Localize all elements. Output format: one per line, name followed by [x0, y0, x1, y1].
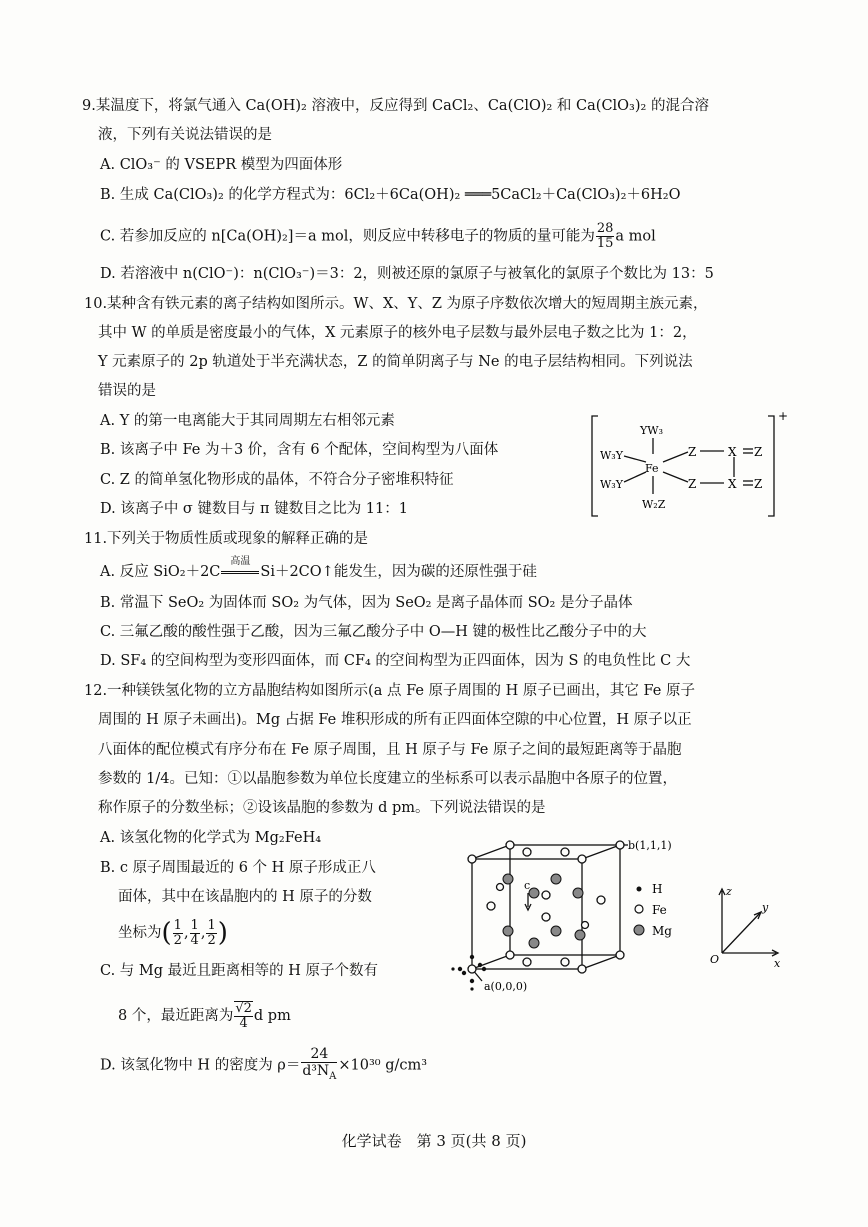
q12-option-b-line3: 坐标为( $\frac{1}{2}$ , $\frac{1}{4}$ , $\frac{1}{2}$ )	[118, 917, 228, 948]
fig10-label-w2z: W₂Z	[642, 498, 666, 511]
q9-option-d: D. 若溶液中 n(ClO⁻)：n(ClO₃⁻)＝3：2，则被还原的氯原子与被氧化的氯原子个数比为 13：5	[100, 266, 714, 282]
q10-stem-line4: 错误的是	[98, 383, 156, 399]
q12-stem-line2: 周围的 H 原子未画出)。Mg 占据 Fe 堆积形成的所有正四面体空隙的中心位置，H 原子以正	[98, 712, 692, 728]
q9-stem-line1: 9.某温度下，将氯气通入 Ca(OH)₂ 溶液中，反应得到 CaCl₂、Ca(ClO)₂ 和 Ca(ClO₃)₂ 的混合溶	[82, 98, 709, 114]
q10-stem-line1: 10.某种含有铁元素的离子结构如图所示。W、X、Y、Z 为原子序数依次增大的短周期主族元素，	[84, 296, 708, 312]
q9-option-b: B. 生成 Ca(ClO₃)₂ 的化学方程式为：6Cl₂＋6Ca(OH)₂ ═══5CaCl₂＋Ca(ClO₃)₂＋6H₂O	[100, 187, 681, 203]
q9-option-a: A. ClO₃⁻ 的 VSEPR 模型为四面体形	[100, 157, 343, 173]
q12-option-a: A. 该氢化物的化学式为 Mg₂FeH₄	[100, 830, 322, 846]
fig10-label-yw3: YW₃	[640, 424, 663, 437]
page-footer: 化学试卷 第 3 页(共 8 页)	[341, 1132, 527, 1150]
q11-reaction-condition: 高温	[230, 556, 251, 567]
q12-option-c-line2: 8 个，最近距离为 $\frac{√2}{4}$ d pm	[118, 1001, 291, 1031]
fig10-label-charge: +	[778, 410, 789, 423]
q12-option-b-coord-label: 坐标为	[118, 925, 162, 941]
q9-option-c-text: C. 若参加反应的 n[Ca(OH)₂]＝a mol，则反应中转移电子的物质的量可能为	[100, 228, 595, 245]
q12-option-c-pre: 8 个，最近距离为	[118, 1008, 234, 1024]
q11-option-a	[100, 556, 537, 582]
q12-option-d-pre: D. 该氢化物中 H 的密度为 ρ＝	[100, 1057, 301, 1074]
fig12-axis-z: z	[726, 885, 732, 898]
q12-stem-line3: 八面体的配位模式有序分布在 Fe 原子周围，且 H 原子与 Fe 原子之间的最短距离等于晶胞	[98, 742, 682, 758]
fig10-label-x2: X	[728, 477, 737, 491]
q11-reaction-arrow	[220, 556, 260, 582]
fig12-legend-mg: Mg	[652, 924, 672, 938]
q11-option-c: C. 三氟乙酸的酸性强于乙酸，因为三氟乙酸分子中 O—H 键的极性比乙酸分子中的大	[100, 624, 647, 640]
q10-stem-line3: Y 元素原子的 2p 轨道处于半充满状态，Z 的简单阴离子与 Ne 的电子层结构相同。下列说法	[98, 354, 693, 370]
fig10-label-z1: Z	[688, 445, 697, 459]
fig10-label-w3y-bottom: W₃Y	[600, 478, 623, 491]
q11-option-b: B. 常温下 SeO₂ 为固体而 SO₂ 为气体，因为 SeO₂ 是离子晶体而 SO₂ 是分子晶体	[100, 595, 633, 611]
q12-stem-line4: 参数的 1/4。已知：①以晶胞参数为单位长度建立的坐标系可以表示晶胞中各原子的位置，	[98, 771, 677, 787]
q12-option-c-line1: C. 与 Mg 最近且距离相等的 H 原子个数有	[100, 963, 379, 979]
q10-option-c: C. Z 的简单氢化物形成的晶体，不符合分子密堆积特征	[100, 472, 454, 488]
q11-option-a-pre: A. 反应 SiO₂＋2C	[100, 564, 221, 580]
q11-option-d: D. SF₄ 的空间构型为变形四面体，而 CF₄ 的空间构型为正四面体，因为 S 的电负性比 C 大	[100, 653, 691, 669]
fig12-axis-x: x	[774, 957, 781, 970]
q12-stem-line1: 12.一种镁铁氢化物的立方晶胞结构如图所示(a 点 Fe 原子周围的 H 原子已画出，其它 Fe 原子	[84, 683, 695, 699]
fig12-label-a: a(0,0,0)	[484, 980, 528, 993]
fig10-label-z2: Z	[754, 445, 763, 459]
q10-option-b: B. 该离子中 Fe 为＋3 价，含有 6 个配体，空间构型为八面体	[100, 442, 499, 458]
q9-option-c-unit: a mol	[615, 228, 656, 245]
q9-option-c	[100, 222, 656, 251]
fig12-label-b: b(1,1,1)	[628, 839, 672, 852]
q9-stem-line2: 液，下列有关说法错误的是	[98, 127, 272, 143]
fig12-label-c: c	[524, 879, 531, 892]
q10-option-a: A. Y 的第一电离能大于其同周期左右相邻元素	[100, 413, 395, 429]
q12-stem-line5: 称作原子的分数坐标；②设该晶胞的参数为 d pm。下列说法错误的是	[98, 800, 546, 816]
fig10-label-fe: Fe	[645, 462, 659, 475]
fig12-axis-origin: O	[710, 953, 720, 966]
fig12-axis-y: y	[762, 901, 769, 914]
fig12-legend-h: H	[652, 882, 663, 896]
q10-option-d: D. 该离子中 σ 键数目与 π 键数目之比为 11：1	[100, 501, 408, 517]
q12-option-b-line2: 面体，其中在该晶胞内的 H 原子的分数	[118, 889, 372, 905]
q10-ion-structure-figure	[588, 410, 818, 522]
q10-stem-line2: 其中 W 的单质是密度最小的气体，X 元素原子的核外电子层数与最外层电子数之比为 1：2，	[98, 325, 697, 341]
fig12-legend-fe: Fe	[652, 903, 667, 917]
q12-option-d: D. 该氢化物中 H 的密度为 ρ＝ $\frac{24}{d^3N_A}$ ×10³⁰ g/cm³	[100, 1046, 428, 1082]
fig10-label-z3: Z	[688, 477, 697, 491]
q12-unit-cell-figure	[440, 835, 820, 1005]
fig10-label-x1: X	[728, 445, 737, 459]
fig10-label-w3y-top: W₃Y	[600, 449, 623, 462]
q11-option-a-post: Si＋2CO↑能发生，因为碳的还原性强于硅	[260, 564, 537, 580]
q12-option-d-post: ×10³⁰ g/cm³	[338, 1057, 428, 1074]
q12-option-b-line1: B. c 原子周围最近的 6 个 H 原子形成正八	[100, 860, 376, 876]
q11-stem: 11.下列关于物质性质或现象的解释正确的是	[84, 531, 369, 547]
fig10-label-z4: Z	[754, 477, 763, 491]
q12-option-c-post: d pm	[253, 1008, 291, 1024]
q9-option-c-fraction: $\frac{28}{15}$	[596, 221, 614, 251]
